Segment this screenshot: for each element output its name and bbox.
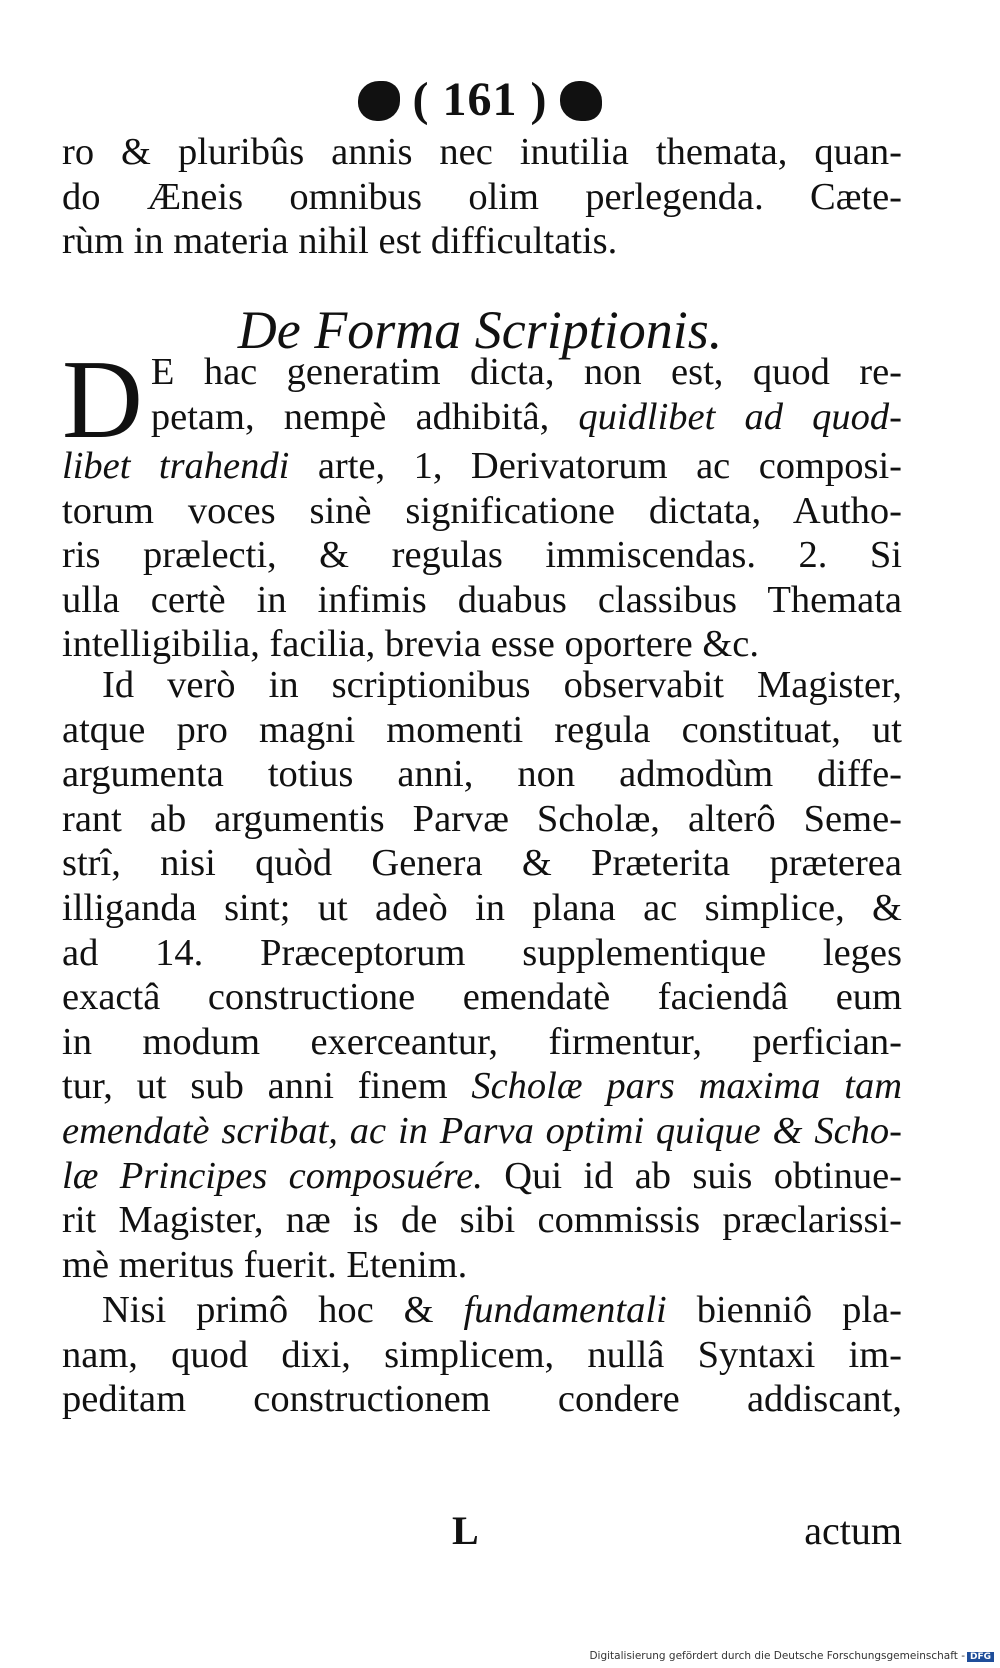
digitization-credit: Digitalisierung gefördert durch die Deutsche Forschungsgemeinschaft - DFG [589,1650,994,1662]
italic-phrase: fundamentali [463,1289,667,1331]
page-footer [62,1507,902,1557]
italic-phrase: læ Principes composuére. [62,1154,483,1197]
text-line: intelligibilia, facilia, brevia esse oportere &c. [62,623,760,666]
paragraph-3 [62,1288,902,1422]
text-line: nam, quod dixi, simplicem, nullâ Syntaxi im- [62,1333,902,1376]
text-line [62,1109,902,1154]
intro-paragraph [62,130,902,264]
left-ornament-icon [358,81,400,121]
text-line: torum voces sinè significatione dictata, Autho- [62,489,902,532]
text-line: peditam constructionem condere addiscant, [62,1378,902,1421]
text-line: ris prælecti, & regulas immiscendas. 2. Si [62,534,902,577]
section-heading: De Forma Scriptionis. [237,300,723,360]
catchword: actum [804,1508,902,1553]
text-line: illiganda sint; ut adeò in plana ac simplice, & [62,886,902,929]
text-line: Nisi primô hoc & fundamentali bienniô pla- [102,1289,902,1331]
text-line: rant ab argumentis Parvæ Scholæ, alterô Seme- [62,797,902,840]
italic-phrase: Scholæ pars maxima tam [471,1065,902,1108]
text-line: do Æneis omnibus olim perlegenda. Cæte- [62,175,902,218]
italic-phrase: libet trahendi [62,445,290,487]
text-line: rùm in materia nihil est difficultatis. [62,220,618,263]
text-line: ulla certè in infimis duabus classibus Themata [62,578,902,621]
text-line: tur, ut sub anni finem Scholæ pars maxima tam [62,1065,902,1108]
signature-mark: L [452,1508,479,1553]
text-line: argumenta totius anni, non admodùm diffe- [62,753,902,796]
italic-phrase: quidlibet ad quod- [578,395,902,438]
paragraph-2 [62,663,902,1287]
text-line: libet trahendi arte, 1, Derivatorum ac composi- [62,445,902,487]
text-line: rit Magister, næ is de sibi commissis præclarissi- [62,1199,902,1242]
right-ornament-icon [560,81,602,121]
page-number: ( 161 ) [412,73,548,126]
running-header [0,72,980,128]
text-line: ad 14. Præceptorum supplementique leges [62,931,902,974]
text-line: atque pro magni momenti regula constituat, ut [62,708,902,751]
dfg-logo-icon: DFG [967,1652,994,1662]
text-line: strî, nisi quòd Genera & Præterita præterea [62,842,902,885]
text-line: petam, nempè adhibitâ, quidlibet ad quod- [150,395,902,438]
text-line: E hac generatim dicta, non est, quod re- [150,351,902,393]
text-line: mè meritus fuerit. Etenim. [62,1243,468,1286]
text-line: ro & pluribûs annis nec inutilia themata, quan- [62,131,902,173]
text-line: exactâ constructione emendatè faciendâ eum [62,976,902,1019]
text-line: Id verò in scriptionibus observabit Magister, [102,664,902,706]
italic-phrase: emendatè scribat, ac in Parva optimi quique & Scho- [62,1109,902,1152]
drop-cap: D [62,338,143,462]
text-line: in modum exerceantur, firmentur, perfician- [62,1020,902,1063]
text-line: læ Principes composuére. Qui id ab suis obtinue- [62,1154,903,1197]
paragraph-1 [62,338,902,667]
